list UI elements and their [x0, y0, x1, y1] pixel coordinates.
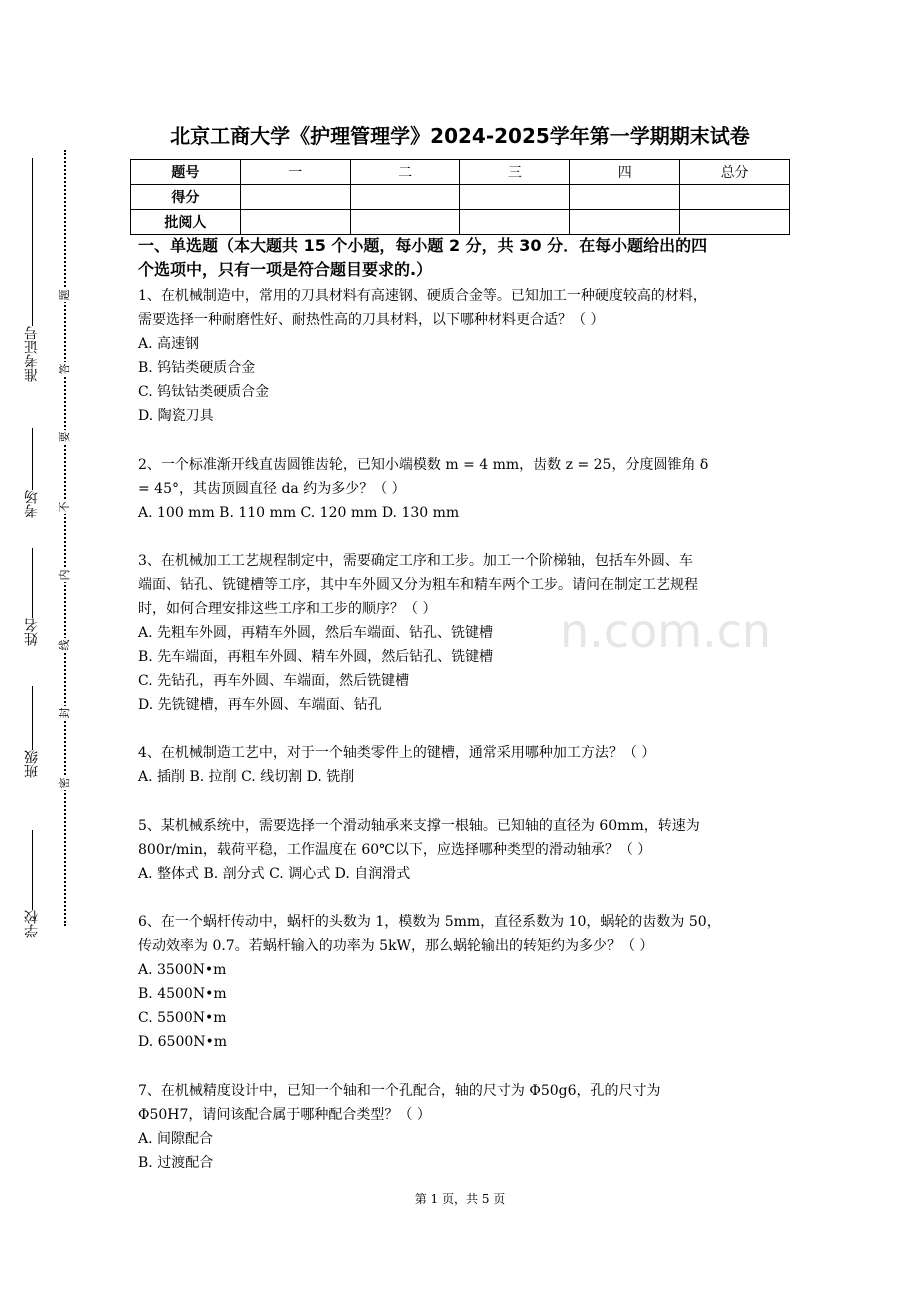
question-stem-line: 5、某机械系统中，需要选择一个滑动轴承来支撑一根轴。已知轴的直径为 60mm，转速为	[138, 818, 700, 834]
option[interactable]: A. 先粗车外圆，再精车外圆，然后车端面、钻孔、铣键槽	[138, 625, 494, 641]
option[interactable]: B. 钨钴类硬质合金	[138, 360, 256, 376]
field-school[interactable]	[20, 830, 44, 942]
field-exam-number[interactable]	[20, 158, 44, 386]
option[interactable]: C. 钨钛钴类硬质合金	[138, 384, 270, 400]
field-exam-room[interactable]	[20, 428, 44, 522]
question-5	[138, 814, 792, 886]
field-label: 学校	[24, 910, 40, 938]
seal-char: 内	[58, 569, 71, 581]
score-cell[interactable]	[570, 185, 680, 210]
grader-cell[interactable]	[570, 210, 680, 235]
score-cell[interactable]	[680, 185, 790, 210]
option[interactable]: D. 先铣键槽，再车外圆、车端面、钻孔	[138, 697, 382, 713]
question-stem-line: 4、在机械制造工艺中，对于一个轴类零件上的键槽，通常采用哪种加工方法？（ ）	[138, 745, 656, 761]
question-3	[138, 549, 792, 717]
seal-char: 密	[58, 777, 71, 789]
option[interactable]: A. 间隙配合	[138, 1131, 214, 1147]
score-cell[interactable]	[240, 185, 350, 210]
field-label: 考场	[24, 490, 40, 518]
seal-char: 题	[58, 289, 71, 301]
binding-dotted-line	[64, 150, 66, 926]
option[interactable]: B. 先车端面，再粗车外圆、精车外圆，然后钻孔、铣键槽	[138, 649, 494, 665]
question-stem-line: 时，如何合理安排这些工序和工步的顺序？（ ）	[138, 601, 437, 617]
question-stem-line: 2、一个标准渐开线直齿圆锥齿轮，已知小端模数 m = 4 mm，齿数 z = 25，分度圆锥角 δ	[138, 457, 709, 473]
table-row	[131, 160, 790, 185]
field-name[interactable]	[20, 548, 44, 650]
seal-char: 封	[58, 707, 71, 719]
grader-cell[interactable]	[240, 210, 350, 235]
field-class[interactable]	[20, 686, 44, 782]
exam-title: 北京工商大学《护理管理学》2024-2025学年第一学期期末试卷	[170, 124, 750, 148]
question-stem-line: 3、在机械加工工艺规程制定中，需要确定工序和工步。加工一个阶梯轴，包括车外圆、车	[138, 553, 693, 569]
table-header-cell: 四	[570, 160, 680, 185]
question-stem-line: 1、在机械制造中，常用的刀具材料有高速钢、硬质合金等。已知加工一种硬度较高的材料，	[138, 288, 707, 304]
option[interactable]: A. 插削 B. 拉削 C. 线切割 D. 铣削	[138, 769, 355, 785]
table-header-cell: 三	[460, 160, 570, 185]
question-4	[138, 741, 792, 789]
score-cell[interactable]	[460, 185, 570, 210]
field-label: 班级	[24, 750, 40, 778]
option[interactable]: A. 整体式 B. 剖分式 C. 调心式 D. 自润滑式	[138, 866, 411, 882]
question-1	[138, 284, 792, 428]
seal-char: 线	[58, 639, 71, 651]
section-heading-line: 一、单选题（本大题共 15 个小题，每小题 2 分，共 30 分．在每小题给出的四	[138, 236, 708, 255]
question-7	[138, 1079, 792, 1175]
table-header-cell: 总分	[680, 160, 790, 185]
option[interactable]: C. 先钻孔，再车外圆、车端面，然后铣键槽	[138, 673, 410, 689]
table-header-cell: 二	[350, 160, 460, 185]
score-table	[130, 159, 790, 235]
grader-cell[interactable]	[460, 210, 570, 235]
option[interactable]: D. 6500N•m	[138, 1034, 228, 1050]
table-row	[131, 185, 790, 210]
option[interactable]: C. 5500N•m	[138, 1010, 227, 1026]
table-row	[131, 210, 790, 235]
page-footer: 第 1 页，共 5 页	[414, 1192, 506, 1206]
field-label: 姓名	[24, 618, 40, 646]
option[interactable]: D. 陶瓷刀具	[138, 408, 214, 424]
watermark: n.com.cn	[560, 604, 772, 658]
field-label: 准考证号	[24, 326, 40, 382]
grader-cell[interactable]	[680, 210, 790, 235]
seal-char: 答	[58, 363, 71, 375]
question-2	[138, 453, 792, 525]
option[interactable]: A. 3500N•m	[138, 962, 227, 978]
question-stem-line: 传动效率为 0.7。若蜗杆输入的功率为 5kW，那么蜗轮输出的转矩约为多少？（ ）	[138, 938, 654, 954]
table-header-cell: 一	[240, 160, 350, 185]
question-stem-line: Φ50H7，请问该配合属于哪种配合类型？（ ）	[138, 1107, 431, 1123]
option[interactable]: B. 4500N•m	[138, 986, 227, 1002]
table-row-label: 批阅人	[131, 210, 241, 235]
grader-cell[interactable]	[350, 210, 460, 235]
section-heading-line: 个选项中，只有一项是符合题目要求的.）	[138, 260, 433, 279]
question-stem-line: 7、在机械精度设计中，已知一个轴和一个孔配合，轴的尺寸为 Φ50g6，孔的尺寸为	[138, 1083, 661, 1099]
option[interactable]: A. 高速钢	[138, 336, 200, 352]
score-cell[interactable]	[350, 185, 460, 210]
question-stem-line: 需要选择一种耐磨性好、耐热性高的刀具材料，以下哪种材料更合适？（ ）	[138, 312, 605, 328]
question-stem-line: 6、在一个蜗杆传动中，蜗杆的头数为 1，模数为 5mm，直径系数为 10，蜗轮的齿数为 50，	[138, 914, 721, 930]
table-row-label: 得分	[131, 185, 241, 210]
table-header-cell: 题号	[131, 160, 241, 185]
seal-char: 不	[58, 501, 71, 513]
question-stem-line: = 45°，其齿顶圆直径 da 约为多少？（ ）	[138, 481, 406, 497]
question-stem-line: 端面、钻孔、铣键槽等工序，其中车外圆又分为粗车和精车两个工步。请问在制定工艺规程	[138, 577, 698, 593]
option[interactable]: B. 过渡配合	[138, 1155, 214, 1171]
seal-char: 要	[58, 431, 71, 443]
question-6	[138, 910, 792, 1054]
option[interactable]: A. 100 mm B. 110 mm C. 120 mm D. 130 mm	[138, 505, 460, 521]
question-stem-line: 800r/min，载荷平稳，工作温度在 60℃以下，应选择哪种类型的滑动轴承？（ ）	[138, 842, 652, 858]
section-heading	[138, 234, 798, 282]
